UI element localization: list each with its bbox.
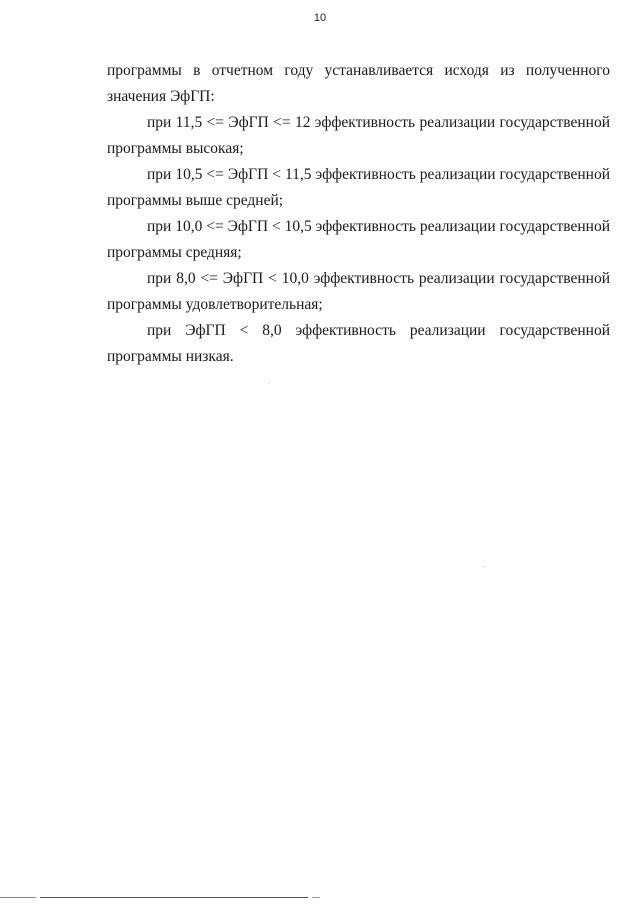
paragraph-above-average: при 10,5 <= ЭфГП < 11,5 эффективность реализации государственной программы выше средней; [107,166,610,209]
paragraph-intro: программы в отчетном году устанавливается исходя из полученного значения ЭфГП: [107,62,610,105]
paragraph-satisfactory: при 8,0 <= ЭфГП < 10,0 эффективность реализации государственной программы удовлетворительная; [107,270,610,313]
paragraph-average: при 10,0 <= ЭфГП < 10,5 эффективность реализации государственной программы средняя; [107,218,610,261]
bottom-rule [40,897,308,898]
bottom-rule [0,897,36,898]
body-text [107,58,610,370]
page-number: 10 [313,12,327,24]
bottom-rule [312,897,320,898]
paragraph-high: при 11,5 <= ЭфГП <= 12 эффективность реализации государственной программы высокая; [107,114,610,157]
scan-speck [268,383,269,384]
paragraph-low: при ЭфГП < 8,0 эффективность реализации государственной программы низкая. [107,322,610,365]
scan-speck [483,566,484,567]
